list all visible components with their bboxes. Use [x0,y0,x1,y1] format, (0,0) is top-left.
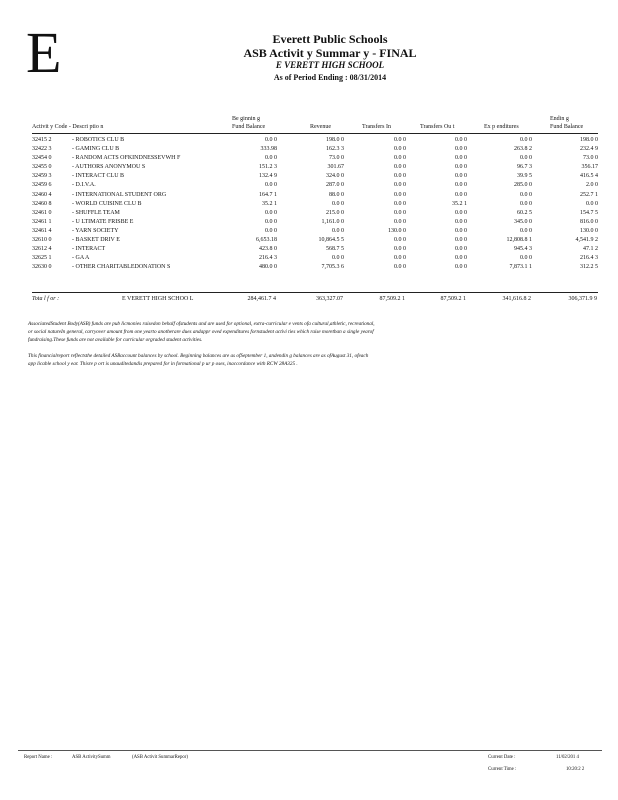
row-transfers-out: 35.2 1 [452,200,467,207]
notes-line: This financialreport reflectsthe detailed ASBaccount balances by school. Beginning balances are as ofSeptember 1, andendin g balances are as ofAugust 31, ofeach [28,353,369,359]
table-row [32,227,598,236]
row-activity-code: 32610 0 [32,237,52,244]
row-description: - INTERACT [72,246,106,253]
table-row [32,191,598,200]
row-transfers-in: 0.0 0 [394,137,406,143]
row-transfers-in: 0.0 0 [394,164,406,171]
footer-report-label: Report Name : [24,755,53,760]
row-beginning-balance: 333.98 [260,146,277,153]
totals-transfers-out: 87,509.2 1 [440,296,466,302]
row-transfers-out: 0.0 0 [455,164,467,171]
totals-row [32,294,598,304]
row-ending-balance: 0.0 0 [586,200,598,207]
row-expenditures: 12,808.8 1 [506,237,532,244]
table-row [32,236,598,245]
header-rule [32,133,598,134]
row-revenue: 88.0 0 [329,191,344,198]
row-expenditures: 39.9 5 [517,173,532,180]
row-transfers-out: 0.0 0 [455,137,467,143]
row-revenue: 162.3 3 [326,146,344,153]
row-transfers-in: 130.0 0 [388,227,406,234]
row-beginning-balance: 0.0 0 [265,155,277,162]
row-expenditures: 0.0 0 [520,137,532,143]
row-ending-balance: 4,541.9 2 [575,237,598,244]
row-ending-balance: 2.0 0 [586,182,598,189]
col-beginning-line1: Be ginnin g [232,116,260,122]
row-description: - YARN SOCIETY [72,227,119,234]
row-beginning-balance: 480.0 0 [259,264,277,271]
col-code-desc: Activit y Code - Descri ptio n [32,124,104,130]
table-row [32,263,598,272]
table-row [32,245,598,254]
row-revenue: 568.7 5 [326,246,344,253]
row-ending-balance: 252.7 1 [580,191,598,198]
row-activity-code: 32459 6 [32,182,52,189]
row-ending-balance: 216.4 3 [580,255,598,262]
col-transfers-in: Transfers In [362,124,391,130]
row-expenditures: 945.4 3 [514,246,532,253]
table-row [32,254,598,263]
row-description: - GA A [72,255,90,262]
table-row [32,136,598,145]
notes-line: AssociatedStudent Body(ASB) funds are pub licmonies raisedon behalf ofstudents and are used for optional, extra-curricular e vents ofa cultural,athletic, recreational, [28,321,375,327]
footer-date-value: 11/02/201 4 [556,755,579,760]
row-description: - OTHER CHARITABLEDONATION S [72,264,171,271]
row-revenue: 10,864.5 5 [318,237,344,244]
row-description: - WORLD CUISINE CLU B [72,200,142,207]
table-row [32,200,598,209]
row-beginning-balance: 0.0 0 [265,182,277,189]
row-transfers-in: 0.0 0 [394,255,406,262]
notes-line: or social natureIn general, carryover amount from one yearto anotherare dues andappr oved expenditures fornstudent activi ties which raise moretban a single yearof [28,329,374,335]
row-transfers-out: 0.0 0 [455,264,467,271]
totals-school: E VERETT HIGH SCHOO L [122,296,194,302]
totals-expenditures: 341,616.8 2 [502,296,531,302]
row-beginning-balance: 132.4 9 [259,173,277,180]
row-expenditures: 0.0 0 [520,200,532,207]
notes-paragraph-2 [28,352,600,368]
row-description: - ROBOTICS CLU B [72,137,125,143]
row-activity-code: 32461 4 [32,227,52,234]
footer-rule [18,750,602,751]
totals-beginning: 284,461.7 4 [247,296,276,302]
row-transfers-out: 0.0 0 [455,246,467,253]
row-transfers-in: 0.0 0 [394,155,406,162]
notes-line: fundraising.These funds are not available for curricular orgraded student activities. [28,337,203,343]
row-description: - BASKET DRIV E [72,237,120,244]
row-description: - U LTIMATE FRISBE E [72,218,134,225]
table-row [32,181,598,190]
row-ending-balance: 130.0 0 [580,227,598,234]
footer-report-paren: (ASB Activit SummarRepor) [132,755,188,760]
row-expenditures: 345.0 0 [514,218,532,225]
row-transfers-out: 0.0 0 [455,218,467,225]
row-transfers-out: 0.0 0 [455,227,467,234]
totals-revenue: 363,327.07 [316,296,343,302]
row-beginning-balance: 0.0 0 [265,218,277,225]
row-activity-code: 32625 1 [32,255,52,262]
row-activity-code: 32455 0 [32,164,52,171]
row-beginning-balance: 35.2 1 [262,200,277,207]
footer-report-name: ASB ActivitySumm [72,755,111,760]
totals-rule [32,292,598,293]
table-row [32,218,598,227]
row-transfers-in: 0.0 0 [394,237,406,244]
row-ending-balance: 232.4 9 [580,146,598,153]
row-transfers-out: 0.0 0 [455,209,467,216]
col-ending-line2: Fund Balance [550,124,584,130]
row-ending-balance: 312.2 5 [580,264,598,271]
row-transfers-out: 0.0 0 [455,237,467,244]
row-expenditures: 0.0 0 [520,191,532,198]
row-expenditures: 0.0 0 [520,255,532,262]
row-beginning-balance: 423.8 0 [259,246,277,253]
row-revenue: 324.0 0 [326,173,344,180]
notes-paragraph-1 [28,320,600,344]
row-expenditures: 0.0 0 [520,227,532,234]
row-revenue: 7,705.3 6 [321,264,344,271]
row-description: - AUTHORS ANONYMOU S [72,164,146,171]
row-ending-balance: 73.0 0 [583,155,598,162]
row-beginning-balance: 0.0 0 [265,209,277,216]
row-transfers-in: 0.0 0 [394,218,406,225]
row-ending-balance: 816.0 0 [580,218,598,225]
col-expenditures: Ex p enditures [484,124,519,130]
row-expenditures: 285.0 0 [514,182,532,189]
row-activity-code: 32460 4 [32,191,52,198]
footer-time-value: 10:20:2 2 [566,767,585,772]
row-expenditures: 96.7 3 [517,164,532,171]
row-transfers-out: 0.0 0 [455,146,467,153]
row-revenue: 198.0 0 [326,137,344,143]
notes-line: app licable school y ear. Thisre p ort is unauditedandis prepared for in formational p ur p oses, inaccordance with RCW 28A325 . [28,361,298,367]
row-beginning-balance: 0.0 0 [265,137,277,143]
col-ending-line1: Endin g [550,116,569,122]
row-revenue: 215.0 0 [326,209,344,216]
totals-label: Tota l f or : [32,296,60,302]
totals-transfers-in: 87,509.2 1 [379,296,405,302]
row-revenue: 0.0 0 [332,255,344,262]
row-beginning-balance: 216.4 3 [259,255,277,262]
activity-table [32,136,598,272]
row-activity-code: 32612 4 [32,246,52,253]
row-description: - INTERACT CLU B [72,173,125,180]
row-transfers-out: 0.0 0 [455,191,467,198]
row-expenditures: 263.8 2 [514,146,532,153]
row-activity-code: 32461 0 [32,209,52,216]
table-row [32,172,598,181]
row-description: - GAMING CLU B [72,146,120,153]
row-activity-code: 32422 3 [32,146,52,153]
row-description: - INTERNATIONAL STUDENT ORG [72,191,167,198]
row-activity-code: 32630 0 [32,264,52,271]
table-row [32,154,598,163]
row-transfers-out: 0.0 0 [455,155,467,162]
row-activity-code: 32454 0 [32,155,52,162]
district-title: Everett Public Schools [272,32,388,46]
row-description: - SHUFFLE TEAM [72,209,120,216]
row-transfers-out: 0.0 0 [455,173,467,180]
row-beginning-balance: 0.0 0 [265,227,277,234]
col-revenue: Revenue [310,124,331,130]
row-transfers-in: 0.0 0 [394,182,406,189]
row-transfers-in: 0.0 0 [394,191,406,198]
row-ending-balance: 416.5 4 [580,173,598,180]
row-description: - RANDOM ACTS OFKINDNESSEVWH F [72,155,181,162]
row-expenditures: 60.2 5 [517,209,532,216]
row-revenue: 287.0 0 [326,182,344,189]
row-transfers-in: 0.0 0 [394,264,406,271]
row-activity-code: 32461 1 [32,218,52,225]
row-transfers-out: 0.0 0 [455,182,467,189]
row-activity-code: 32459 3 [32,173,52,180]
report-letter: E [26,20,62,85]
totals-ending: 306,371.9 9 [568,296,597,302]
footer-time-label: Current Time : [488,767,517,772]
table-row [32,209,598,218]
row-beginning-balance: 151.2 3 [259,164,277,171]
row-expenditures: 7,873.1 1 [509,264,532,271]
col-beginning-line2: Fund Balance [232,124,266,130]
row-transfers-out: 0.0 0 [455,255,467,262]
table-row [32,163,598,172]
row-description: - D.I.V.A. [72,182,96,189]
period-ending: As of Period Ending : 08/31/2014 [273,73,387,82]
row-activity-code: 32460 8 [32,200,52,207]
row-transfers-in: 0.0 0 [394,200,406,207]
school-name: E VERETT HIGH SCHOOL [275,60,385,70]
row-revenue: 1,161.0 0 [321,218,344,225]
row-transfers-in: 0.0 0 [394,173,406,180]
row-revenue: 0.0 0 [332,227,344,234]
report-subtitle: ASB Activit y Summar y - FINAL [243,46,417,60]
footer-date-label: Current Date : [488,755,516,760]
row-ending-balance: 47.1 2 [583,246,598,253]
row-ending-balance: 154.7 5 [580,209,598,216]
row-transfers-in: 0.0 0 [394,246,406,253]
row-revenue: 73.0 0 [329,155,344,162]
row-revenue: 301.67 [327,164,344,171]
col-transfers-out: Transfers Ou t [420,124,455,130]
row-beginning-balance: 164.7 1 [259,191,277,198]
row-beginning-balance: 6,653.18 [256,237,277,244]
row-ending-balance: 356.17 [581,164,598,171]
row-activity-code: 32415 2 [32,137,52,143]
row-ending-balance: 198.0 0 [580,137,598,143]
row-transfers-in: 0.0 0 [394,146,406,153]
row-transfers-in: 0.0 0 [394,209,406,216]
row-revenue: 0.0 0 [332,200,344,207]
row-expenditures: 0.0 0 [520,155,532,162]
table-row [32,145,598,154]
